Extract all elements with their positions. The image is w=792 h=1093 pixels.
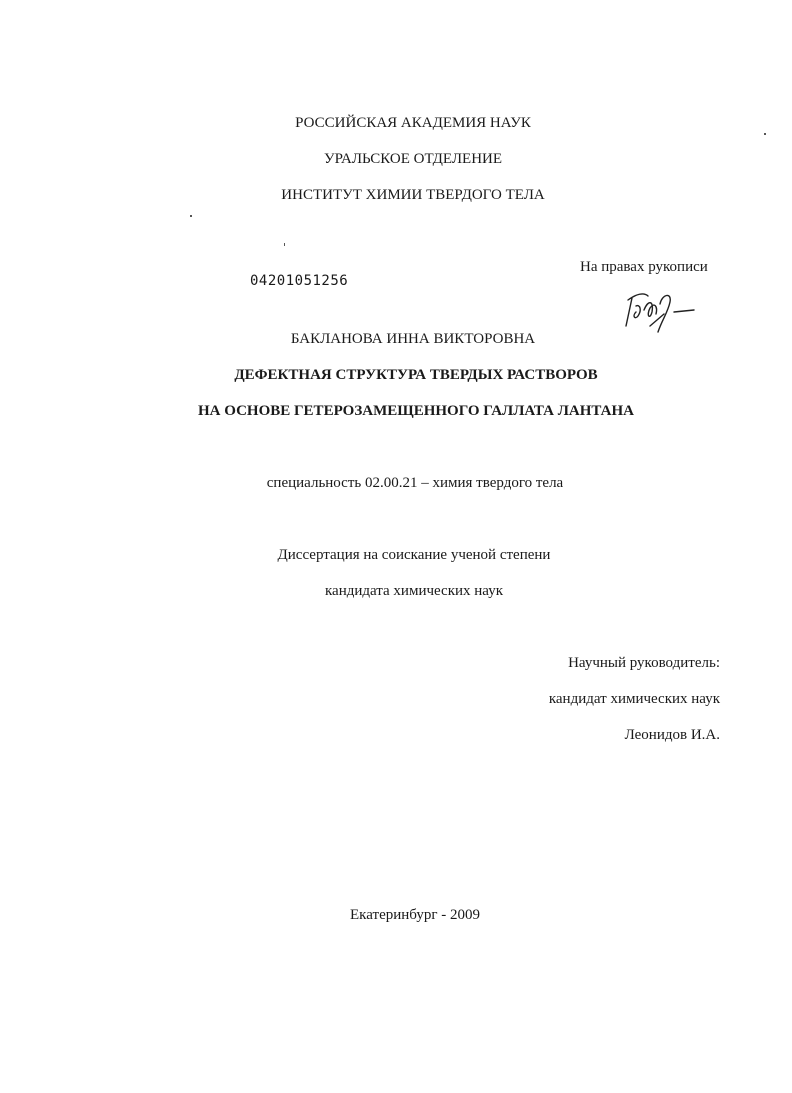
institute-name: ИНСТИТУТ ХИМИИ ТВЕРДОГО ТЕЛА <box>281 187 545 203</box>
supervisor-rank: кандидат химических наук <box>548 691 720 707</box>
degree-line2: кандидата химических наук <box>324 583 503 599</box>
dissertation-title-line1: ДЕФЕКТНАЯ СТРУКТУРА ТВЕРДЫХ РАСТВОРОВ <box>234 367 598 383</box>
scan-speck <box>190 215 192 217</box>
supervisor-name: Леонидов И.А. <box>624 727 720 743</box>
scan-speck <box>284 243 285 246</box>
dissertation-title-line2: НА ОСНОВЕ ГЕТЕРОЗАМЕЩЕННОГО ГАЛЛАТА ЛАНТАНА <box>197 403 635 419</box>
branch-name: УРАЛЬСКОЕ ОТДЕЛЕНИЕ <box>323 151 503 167</box>
author-name: БАКЛАНОВА ИННА ВИКТОРОВНА <box>290 331 536 347</box>
specialty: специальность 02.00.21 – химия твердого тела <box>266 475 564 491</box>
catalog-number: 04201051256 <box>250 273 349 289</box>
manuscript-note: На правах рукописи <box>580 259 708 275</box>
degree-line1: Диссертация на соискание ученой степени <box>277 547 551 563</box>
scan-speck <box>764 133 766 135</box>
academy-name: РОССИЙСКАЯ АКАДЕМИЯ НАУК <box>295 115 531 131</box>
place-year: Екатеринбург - 2009 <box>350 907 480 923</box>
supervisor-label: Научный руководитель: <box>568 655 720 671</box>
